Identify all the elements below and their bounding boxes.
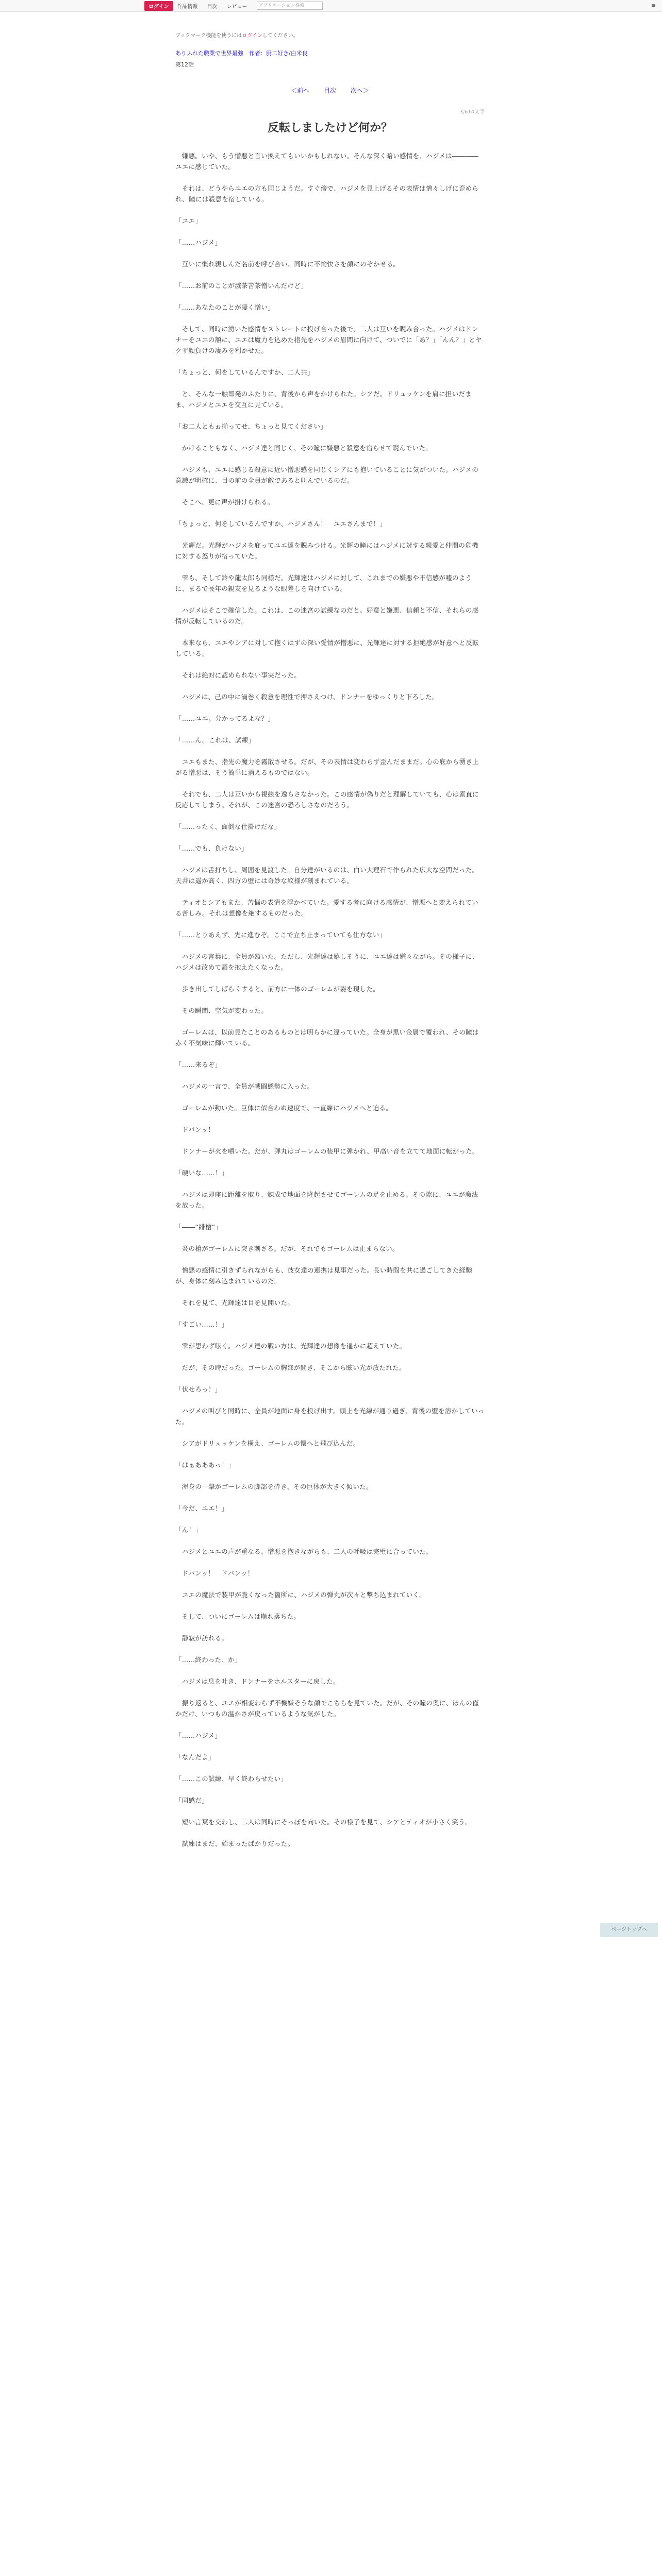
page-top-button[interactable]: ページトップへ [600, 1923, 658, 1937]
novel-paragraph: 「……この試練、早く終わらせたい」 [175, 1775, 288, 1783]
novel-paragraph: 「……とりあえず、先に進むぞ。ここで立ち止まっていても仕方ない」 [175, 931, 386, 939]
novel-paragraph: 「硬いな……！」 [175, 1169, 228, 1177]
novel-paragraph: 「お二人ともぉ揃ってせ、ちょっと見てください」 [175, 422, 327, 430]
novel-body [175, 150, 485, 1849]
novel-paragraph: 短い言葉を交わし、二人は同時にそっぽを向いた。その様子を見て、シアとティオが小さく笑う。 [175, 1818, 472, 1826]
novel-paragraph: 渾身の一撃がゴーレムの脚部を砕き、その巨体が大きく傾いた。 [175, 1483, 373, 1490]
novel-paragraph: かけることもなく、ハジメ達と同じく、その瞳に嫌悪と殺意を宿らせて睨んでいた。 [175, 444, 432, 452]
novel-paragraph: ティオとシアもまた、苦悩の表情を浮かべていた。愛する者に向ける感情が、憎悪へと変えられている苦しみ。それは想像を絶するものだった。 [175, 899, 478, 917]
novel-paragraph: それは、どうやらユエの方も同じようだ。すぐ傍で、ハジメを見上げるその表情は憎々しげに歪められ、瞳には殺意を宿している。 [175, 184, 479, 203]
novel-paragraph: 本来なら、ユエやシアに対して抱くはずの深い愛情が憎悪に、光輝達に対する拒絶感が好意へと反転している。 [175, 639, 479, 657]
novel-paragraph: 憎悪の感情に引きずられながらも、彼女達の連携は見事だった。長い時間を共に過ごしてきた経験が、身体に刻み込まれているのだ。 [175, 1266, 473, 1285]
novel-paragraph: 「――“緋槍”」 [175, 1223, 222, 1231]
novel-paragraph: 「伏せろっ！」 [175, 1385, 222, 1393]
novel-paragraph: 「……ハジメ」 [175, 239, 222, 246]
login-button[interactable]: ログイン [144, 1, 173, 11]
top-navigation-bar [0, 0, 662, 12]
novel-paragraph: そして、ついにゴーレムは崩れ落ちた。 [175, 1613, 301, 1620]
novel-paragraph: ハジメとユエの声が重なる。憎悪を抱きながらも、二人の呼吸は完璧に合っていた。 [175, 1548, 433, 1555]
novel-paragraph: そして、同時に湧いた感情をストレートに投げ合った後で、二人は互いを睨み合った。ハジメはドンナーをユエの額に、ユエは魔力を込めた指先をハジメの眉間に向けて、ついでに「あ？」「んん？」とヤクザ顔負けの凄みを利かせた。 [175, 325, 482, 354]
novel-paragraph: 「……でも、負けない」 [175, 844, 248, 852]
novel-paragraph: 「はぁあああっ！」 [175, 1461, 235, 1469]
novel-paragraph: ドパンッ！ [175, 1126, 215, 1133]
novel-paragraph: 「……終わった、か」 [175, 1656, 241, 1664]
novel-paragraph: 「なんだよ」 [175, 1753, 215, 1761]
toc-link[interactable]: 目次 [323, 87, 336, 94]
top-nav-inner [144, 1, 323, 10]
character-count: 3,614文字 [459, 109, 485, 115]
next-page-link[interactable]: 次へ＞ [350, 87, 369, 94]
novel-paragraph: ゴーレムが動いた。巨体に似合わぬ速度で、一直線にハジメへと迫る。 [175, 1104, 393, 1112]
episode-number: 第12話 [175, 61, 194, 68]
nav-link-toc[interactable]: 目次 [207, 4, 218, 10]
notice-prefix: ブックマーク機能を使うには [175, 33, 242, 39]
novel-paragraph: ハジメは息を吐き、ドンナーをホルスターに戻した。 [175, 1677, 340, 1685]
series-title-link[interactable]: ありふれた職業で世界最強 作者：厨二好き/白米良 [175, 50, 308, 57]
novel-paragraph: 歩き出してしばらくすると、前方に一体のゴーレムが姿を現した。 [175, 985, 380, 993]
novel-paragraph: ハジメは即座に距離を取り、錬成で地面を隆起させてゴーレムの足を止める。その隙に、ユエが魔法を放った。 [175, 1191, 478, 1209]
novel-paragraph: 光輝だ。光輝がハジメを庇ってユエ達を睨みつける。光輝の瞳にはハジメに対する親愛と仲間の危機に対する怒りが宿っていた。 [175, 541, 478, 560]
novel-paragraph: 互いに慣れ親しんだ名前を呼び合い、同時に不愉快さを顔にのぞかせる。 [175, 260, 400, 268]
novel-paragraph: 振り返ると、ユエが相変わらず不機嫌そうな顔でこちらを見ていた。だが、その瞳の奥に、ほんの僅かだけ、いつもの温かさが戻っているような気がした。 [175, 1699, 479, 1718]
novel-paragraph: 「ちょっと、何をしているんですか、二人共」 [175, 368, 314, 376]
novel-paragraph: 「……ハジメ」 [175, 1732, 222, 1739]
novel-paragraph: だが、その時だった。ゴーレムの胸部が開き、そこから眩い光が放たれた。 [175, 1364, 406, 1371]
chapter-title: 反転しましたけど何か？ [267, 122, 392, 134]
novel-paragraph: 試練はまだ、始まったばかりだった。 [175, 1840, 294, 1848]
novel-paragraph: それを見て、光輝達は目を見開いた。 [175, 1299, 294, 1307]
novel-paragraph: ハジメはそこで確信した。これは、この迷宮の試練なのだと。好意と嫌悪、信頼と不信、それらの感情が反転しているのだ。 [175, 606, 479, 625]
novel-paragraph: ドパンッ！ ドパンッ！ [175, 1569, 254, 1577]
novel-paragraph: ハジメの一言で、全員が戦闘態勢に入った。 [175, 1082, 314, 1090]
novel-paragraph: ハジメの言葉に、全員が頷いた。ただし、光輝達は嬉しそうに、ユエ達は嫌々ながら。その様子に、ハジメは改めて頭を抱えたくなった。 [175, 953, 479, 971]
nav-link-work-info[interactable]: 作品情報 [177, 4, 198, 10]
novel-paragraph: 「……あなたのことが凄く憎い」 [175, 303, 275, 311]
novel-paragraph: ハジメも、ユエに感じる殺意に近い憎悪感を同じくシアにも抱いていることに気がついた。ハジメの意識が明確に、目の前の全員が敵であると叫んでいるのだ。 [175, 466, 479, 484]
novel-paragraph: と、そんな一触即発のふたりに、背後から声をかけられた。シアだ。ドリュッケンを肩に担いだまま、ハジメとユエを交互に見ている。 [175, 390, 472, 409]
top-pager [175, 86, 485, 95]
novel-paragraph: ハジメは舌打ちし、周囲を見渡した。自分達がいるのは、白い大理石で作られた広大な空間だった。天井は遥か高く、四方の壁には奇妙な紋様が刻まれている。 [175, 866, 479, 885]
notice-suffix: してください。 [262, 33, 299, 39]
novel-paragraph: それは絶対に認められない事実だった。 [175, 671, 301, 679]
novel-paragraph: 「すごい……！」 [175, 1320, 228, 1328]
novel-paragraph: そこへ、更に声が掛けられる。 [175, 498, 274, 506]
bookmark-notice [175, 31, 485, 39]
novel-paragraph: シアがドリュッケンを構え、ゴーレムの懐へと飛び込んだ。 [175, 1439, 360, 1447]
novel-paragraph: 「今だ、ユエ！」 [175, 1504, 228, 1512]
novel-paragraph: 炎の槍がゴーレムに突き刺さる。だが、それでもゴーレムは止まらない。 [175, 1245, 399, 1252]
novel-paragraph: 「同感だ」 [175, 1797, 209, 1804]
novel-paragraph: 静寂が訪れる。 [175, 1634, 228, 1642]
novel-page [175, 31, 485, 1860]
novel-paragraph: 「ん！」 [175, 1526, 202, 1534]
novel-paragraph: ドンナーが火を噴いた。だが、弾丸はゴーレムの装甲に弾かれ、甲高い音を立てて地面に転がった。 [175, 1147, 479, 1155]
nav-link-review[interactable]: レビュー [226, 4, 247, 10]
novel-paragraph: ユエの魔法で装甲が脆くなった箇所に、ハジメの弾丸が次々と撃ち込まれていく。 [175, 1591, 426, 1599]
novel-paragraph: ゴーレムは、以前見たことのあるものとは明らかに違っていた。全身が黒い金属で覆われ、その瞳は赤く不気味に輝いている。 [175, 1028, 479, 1047]
novel-paragraph: ハジメは、己の中に渦巻く殺意を理性で押さえつけ、ドンナーをゆっくりと下ろした。 [175, 693, 439, 701]
prev-page-link[interactable]: ＜前へ [291, 87, 310, 94]
novel-paragraph: 「……お前のことが滅茶苦茶憎いんだけど」 [175, 282, 308, 290]
novel-paragraph: それでも、二人は互いから視線を逸らさなかった。この感情が偽りだと理解していても、心は素直に反応してしまう。それが、この迷宮の恐ろしさなのだろう。 [175, 790, 479, 809]
novel-paragraph: 「ユエ」 [175, 217, 202, 225]
novel-paragraph: 「……ん。これは、試練」 [175, 736, 255, 744]
hamburger-menu-icon[interactable]: ≡ [651, 2, 656, 9]
search-input[interactable]: アプリケーション検索 [257, 2, 323, 10]
novel-paragraph: その瞬間、空気が変わった。 [175, 1007, 268, 1014]
novel-paragraph: 「……来るぞ」 [175, 1061, 222, 1069]
notice-login-link[interactable]: ログイン [242, 33, 262, 39]
novel-paragraph: ユエもまた、指先の魔力を霧散させる。だが、その表情は変わらず歪んだままだ。心の底から湧き上がる憎悪は、そう簡単に消えるものではない。 [175, 758, 479, 776]
novel-paragraph: 「ちょっと、何をしているんですか、ハジメさん！ ユエさんまで！」 [175, 520, 387, 528]
novel-paragraph: 雫が思わず呟く。ハジメ達の戦い方は、光輝達の想像を遥かに超えていた。 [175, 1342, 406, 1350]
novel-paragraph: ハジメの叫びと同時に、全員が地面に身を投げ出す。頭上を光線が通り過ぎ、背後の壁を溶かしていった。 [175, 1407, 485, 1426]
novel-paragraph: 「……ユエ。分かってるよな？」 [175, 715, 275, 722]
novel-paragraph: 嫌悪。いや、もう憎悪と言い換えてもいいかもしれない。そんな深く暗い感情を、ハジメは――――ユエに感じていた。 [175, 152, 479, 171]
novel-paragraph: 雫も、そして鈴や龍太郎も同様だ。光輝達はハジメに対して、これまでの嫌悪や不信感が嘘のように、まるで長年の親友を見るような眼差しを向けている。 [175, 574, 472, 592]
novel-paragraph: 「……ったく、面倒な仕掛けだな」 [175, 823, 281, 831]
